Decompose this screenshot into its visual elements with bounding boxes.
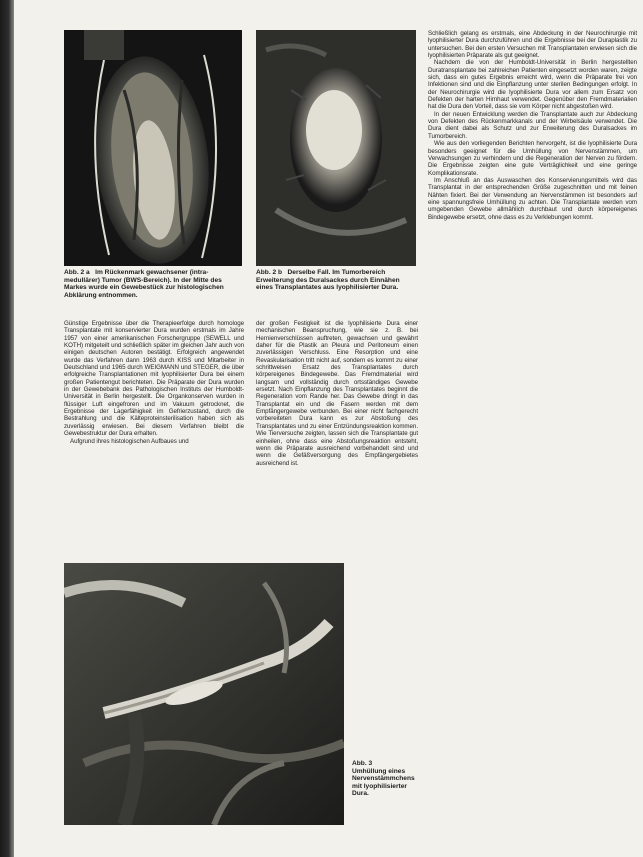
figure-2b-caption-text: Derselbe Fall. Im Tumorbereich Erweiterung des Duralsackes durch Einnähen eines Transplantates aus lyophilisierter Dura. [256, 269, 400, 292]
right-paragraph: Im Anschluß an das Auswaschen des Konservierungsmittels wird das Transplantat in der entsprechenden Größe zugeschnitten und mit feinen Nähten fixiert. Bei der Verwendung an Nervenstämmen ist besonders auf eine spannungsfreie Umhüllung zu achten. Die Transplantate werden vom umgebenden Gewebe allmählich durchbaut und durch körpereigenes Bindegewebe ersetzt, ohne dass es zu Verklebungen kommt. [428, 176, 637, 221]
right-paragraph: In der neuen Entwicklung werden die Transplantate auch zur Abdeckung von Defekten des Rückenmarkkanals und der Wirbelsäule verwendet. Die Dura dient dabei als Schutz und zur Erweiterung des Duralsackes im Tumorbereich. [428, 110, 637, 140]
figure-2a-photo [64, 30, 242, 266]
figure-3-photo [64, 563, 344, 825]
right-paragraph: Wie aus den vorliegenden Berichten hervorgeht, ist die lyophilisierte Dura besonders geeignet für die Umhüllung von Nervenstämmen, um Verwachsungen zu verhindern und die Regeneration der Nerven zu fördern. Die Ergebnisse zeigten eine gute Verträglichkeit und eine geringe Komplikationsrate. [428, 140, 637, 177]
left-paragraph: Aufgrund ihres histologischen Aufbaues und [70, 437, 189, 445]
figure-2a-label: Abb. 2 a [64, 269, 90, 276]
figure-2b-label: Abb. 2 b [256, 269, 283, 276]
text-column-left [64, 320, 244, 555]
figure-3-label: Abb. 3 [352, 760, 373, 767]
middle-paragraph: der großen Festigkeit ist die lyophilisierte Dura einer mechanischen Beanspruchung, wie sie z. B. bei Hernienverschlüssen auftreten, gewachsen und gewährt daher für die Plastik an Pleura und Peritoneum einen zuverlässigen Verschluss. Eine Resorption und eine Revaskularisation tritt nicht auf, sondern es kommt zu einer schrittweisen Ersatz des Transplantates durch körpereigenes Bindegewebe. Das Fremdmaterial wird langsam und vollständig durch ortsständiges Gewebe ersetzt. Nach Einpflanzung des Transplantates beginnt die Regeneration vom Rande her. Das Gewebe dringt in das Transplantat ein und die Fasern werden mit dem Empfängergewebe verbunden. Bei einer nicht fachgerecht vorbereiteten Dura kann es zur Abstoßung des Transplantates und zu einer Entzündungsreaktion kommen. Wie Tierversuche zeigten, lassen sich die Transplantate gut einheilen, ohne dass eine Abstoßungsreaktion entsteht, wenn die Präparate ausreichend vorbehandelt sind und wenn die Gefäßversorgung des Empfängergebietes ausreichend ist. [256, 320, 418, 467]
figure-2b-photo [256, 30, 416, 266]
figure-3-caption [352, 760, 418, 798]
text-column-right [428, 30, 637, 830]
figure-2a-caption [64, 269, 244, 299]
left-paragraph: Günstige Ergebnisse über die Therapieerfolge durch homologe Transplantate mit konservierter Dura wurden erstmals im Jahre 1957 von einer amerikanischen Forschergruppe (SEWELL und KOTH) mitgeteilt und schließlich später im gleichen Jahr auch von einigen deutschen Autoren bestätigt. Erfolgreich angewendet wurde das Verfahren dann 1963 durch KISS und Mitarbeiter in Deutschland und 1965 durch WEIGMANN und STEGER, die über erfolgreiche Transplantationen mit lyophilisierter Dura bei einem großen Patientengut berichteten. Die Präparate der Dura wurden in der Gewebebank des Pathologischen Instituts der Humboldt-Universität in Berlin hergestellt. Die Organkonserven wurden in flüssiger Luft eingefroren und im Vakuum getrocknet, die Ergebnisse der Lagerfähigkeit im Gefrierzustand, durch die Bestrahlung und die Kälteproteinsterilisation haben sich als zuverlässig erwiesen. Bei diesem Verfahren bleibt die Gewebestruktur der Dura erhalten. [64, 320, 244, 438]
right-paragraph: Schließlich gelang es erstmals, eine Abdeckung in der Neurochirurgie mit lyophilisierter Dura durchzuführen und die Ergebnisse bei der Duraplastik zu untersuchen. Bei den ersten Versuchen mit Transplantaten erwiesen sich die lyophilisierten Präparate als gut geeignet. [428, 30, 637, 60]
right-paragraph: Nachdem die von der Humboldt-Universität in Berlin hergestellten Duratransplantate bei zahlreichen Patienten eingesetzt worden waren, zeigte sich, dass ein gutes Ergebnis erreicht wird, wenn die Präparate frei von Infektionen sind und die Einpflanzung unter sterilen Bedingungen erfolgt. In der Neurochirurgie wird die lyophilisierte Dura vor allem zum Ersatz von Defekten der harten Hirnhaut verwendet. Gegenüber den Fremdmaterialien hat die Dura den Vorteil, dass sie vom Körper nicht abgestoßen wird. [428, 59, 637, 111]
figure-3-caption-text: Umhüllung eines Nervenstämmchens mit lyophilisierter Dura. [352, 767, 415, 798]
figure-2a-caption-text: Im Rückenmark gewachsener (intra-medullärer) Tumor (BWS-Bereich). In der Mitte des Markes wurde ein Gewebestück zur histologischen Abklärung entnommen. [64, 269, 224, 299]
figure-2b-caption [256, 269, 418, 292]
text-column-middle [256, 320, 418, 555]
page-binding-shadow [0, 0, 14, 857]
